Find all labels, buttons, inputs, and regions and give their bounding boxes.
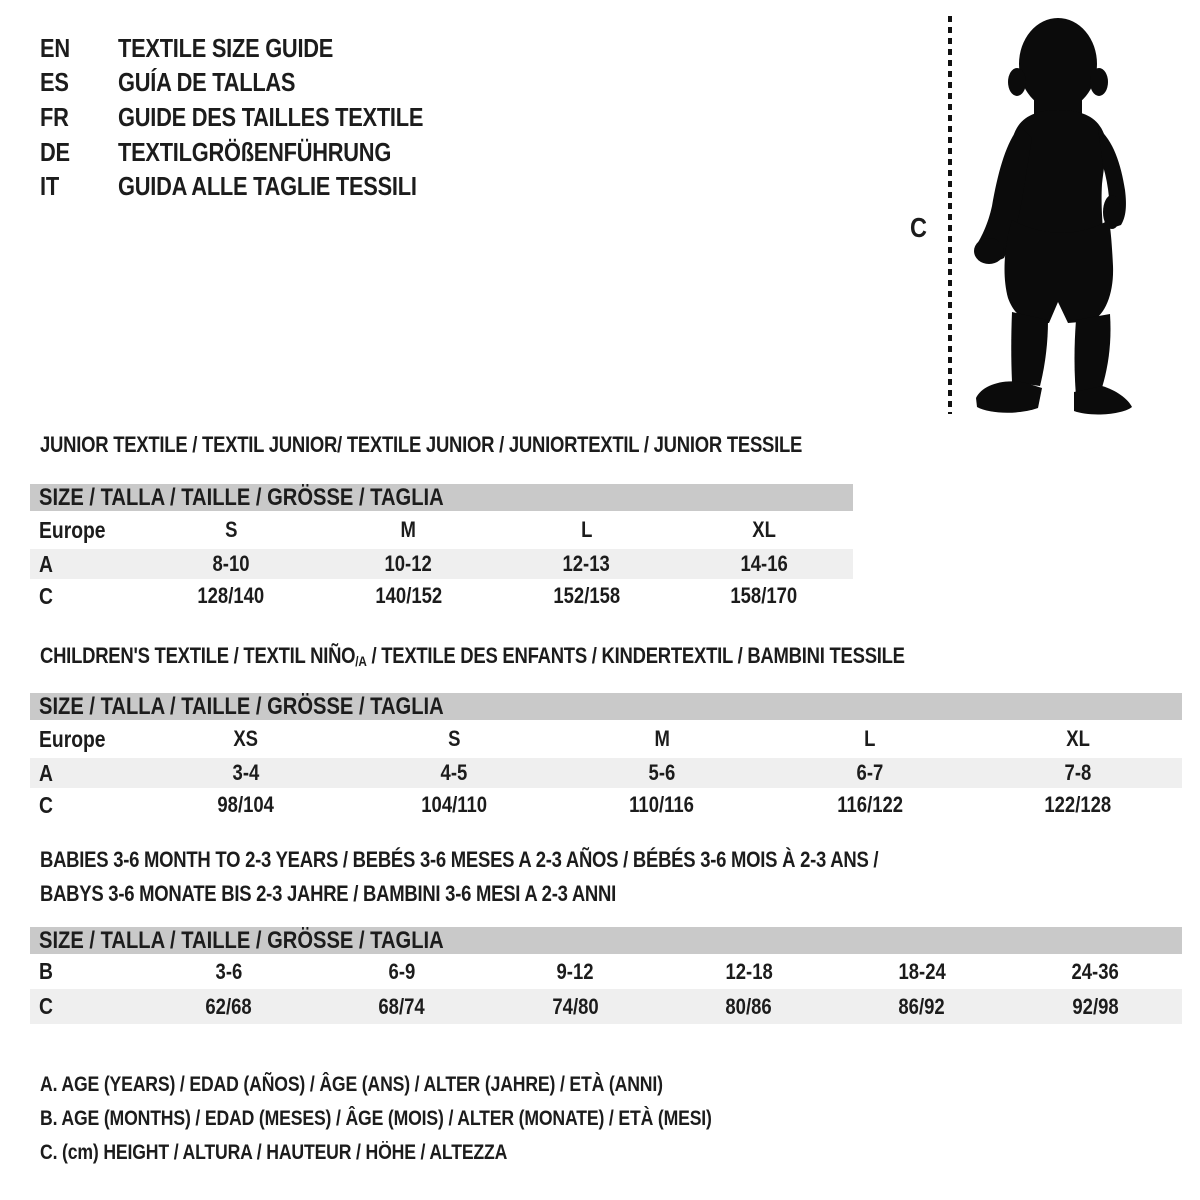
lang-title: GUIDE DES TAILLES TEXTILE [118,101,424,132]
table-row: C 62/68 68/74 74/80 80/86 86/92 92/98 [30,989,1182,1024]
table-row: A 8-10 10-12 12-13 14-16 [30,549,853,579]
children-section-heading: CHILDREN'S TEXTILE / TEXTIL $NIÑO_{/A}$ / TEXTILE DES ENFANTS / KINDERTEXTIL / BAMBINI TESSILE [40,643,905,669]
footnote-a: A. AGE (YEARS) / EDAD (AÑOS) / ÂGE (ANS) / ALTER (JAHRE) / ETÀ (ANNI) [40,1073,663,1096]
table-row: A 3-4 4-5 5-6 6-7 7-8 [30,758,1182,788]
babies-section-heading-line2: BABYS 3-6 MONATE BIS 2-3 JAHRE / BAMBINI 3-6 MESI A 2-3 ANNI [40,881,616,906]
junior-size-table [30,484,853,613]
lang-row-it [40,169,481,204]
lang-title: TEXTILE SIZE GUIDE [118,32,334,63]
height-measure-dashed-line [948,16,952,414]
lang-row-fr [40,100,481,135]
toddler-silhouette [962,14,1144,416]
lang-code: DE [40,136,70,167]
babies-size-table [30,927,1182,1024]
children-size-table [30,693,1182,822]
table-row: Europe XS S M L XL [39,725,1090,752]
height-measure-label: C [910,212,927,243]
lang-code: IT [40,171,59,202]
footnotes [40,1068,840,1170]
language-legend [40,31,481,204]
lang-title: TEXTILGRÖßENFÜHRUNG [118,136,392,167]
table-header: SIZE / TALLA / TAILLE / GRÖSSE / TAGLIA [30,927,1182,954]
lang-title: GUIDA ALLE TAGLIE TESSILI [118,171,417,202]
lang-row-es [40,66,481,101]
table-header: SIZE / TALLA / TAILLE / GRÖSSE / TAGLIA [30,484,853,511]
footnote-b: B. AGE (MONTHS) / EDAD (MESES) / ÂGE (MOIS) / ALTER (MONATE) / ETÀ (MESI) [40,1107,712,1130]
table-header: SIZE / TALLA / TAILLE / GRÖSSE / TAGLIA [30,693,1182,720]
lang-code: EN [40,32,70,63]
footnote-c: C. (cm) HEIGHT / ALTURA / HAUTEUR / HÖHE / ALTEZZA [40,1141,508,1164]
table-row: C 128/140 140/152 152/158 158/170 [39,582,798,609]
junior-section-heading: JUNIOR TEXTILE / TEXTIL JUNIOR/ TEXTILE JUNIOR / JUNIORTEXTIL / JUNIOR TESSILE [40,432,803,457]
lang-row-de [40,135,481,170]
nino-a-subscript: /A [355,653,367,669]
lang-row-en [40,31,481,66]
lang-code: ES [40,67,69,98]
lang-title: GUÍA DE TALLAS [118,67,296,98]
table-row: Europe S M L XL [39,516,776,543]
table-row: B 3-6 6-9 9-12 12-18 18-24 24-36 [39,958,1119,984]
babies-section-heading-line1: BABIES 3-6 MONTH TO 2-3 YEARS / BEBÉS 3-6 MESES A 2-3 AÑOS / BÉBÉS 3-6 MOIS À 2-3 ANS / [40,847,879,872]
table-row: C 98/104 104/110 110/116 116/122 122/128 [39,791,1112,818]
lang-code: FR [40,101,69,132]
